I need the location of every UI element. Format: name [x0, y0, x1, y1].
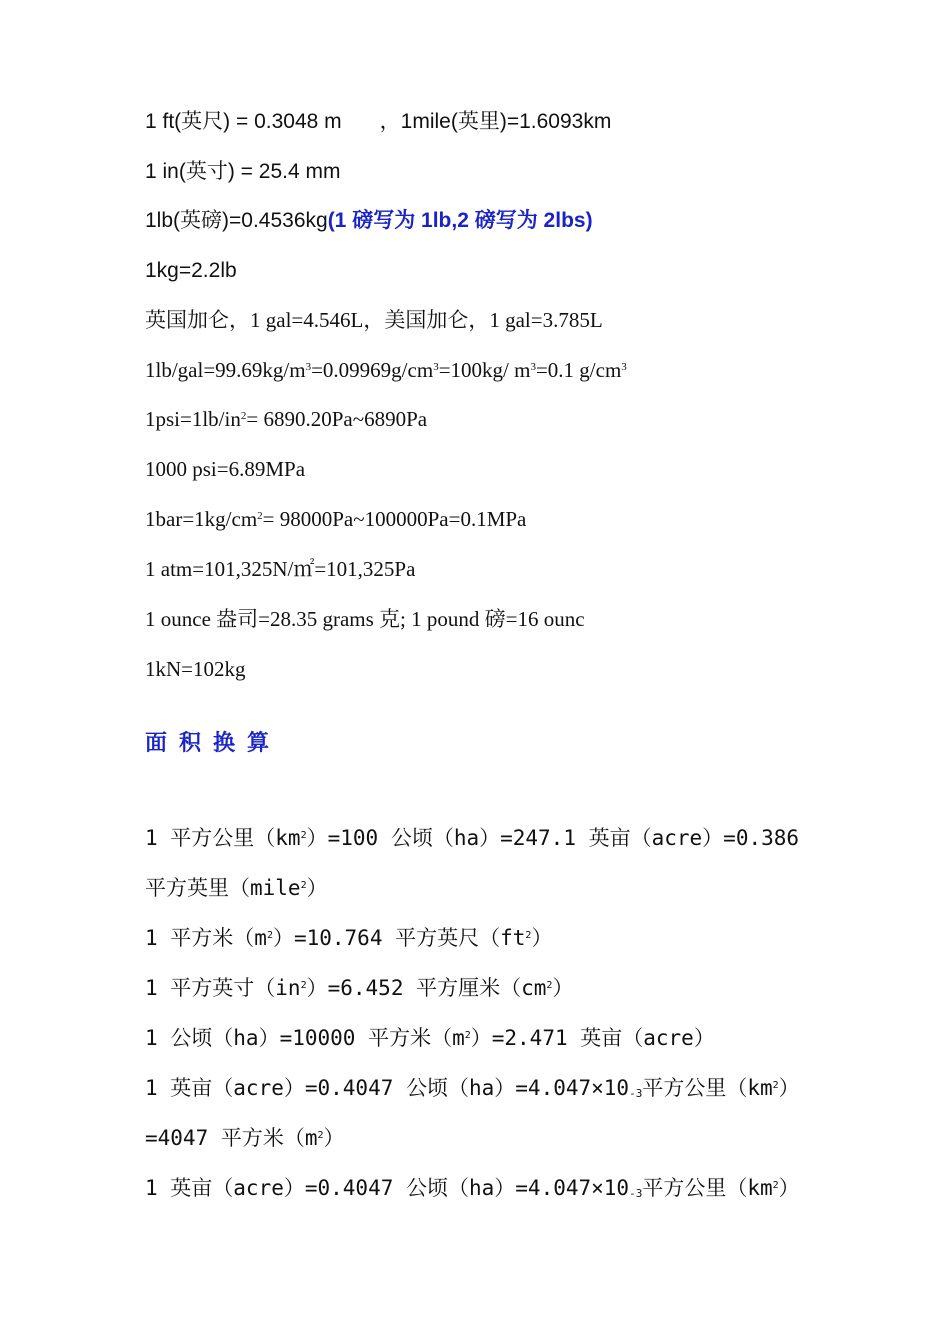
density-text: =0.1 g/cm — [535, 358, 622, 382]
conversion-line-atm — [145, 559, 415, 580]
area-text: ）=6.452 平方厘米（cm — [306, 976, 547, 1000]
area-text: 1 平方英寸（in — [145, 976, 301, 1000]
subscript: -3 — [629, 1087, 643, 1100]
area-text: =4047 平方米（m — [145, 1126, 318, 1150]
superscript: 2 — [546, 980, 553, 991]
subscript: -3 — [629, 1187, 643, 1200]
conversion-line-ft-mile — [145, 111, 611, 132]
bar-text: 1bar=1kg/cm — [145, 507, 258, 531]
mile-conversion: ，1mile(英里)=1.6093km — [379, 110, 612, 133]
superscript: 3 — [621, 361, 627, 373]
area-text: 平方公里（km — [642, 1176, 773, 1200]
conversion-line-1000psi — [145, 459, 305, 480]
density-text: =0.09969g/cm — [311, 358, 434, 382]
1000psi-conversion: 1000 psi=6.89MPa — [145, 457, 306, 481]
area-text: 平方英里（mile — [145, 876, 301, 900]
gallon-conversion: 英国加仑，1 gal=4.546L，美国加仑，1 gal=3.785L — [145, 308, 603, 332]
superscript: 2 — [300, 980, 307, 991]
area-line-acre — [145, 1078, 800, 1099]
superscript: 3 — [530, 361, 536, 373]
area-text: ） — [778, 1076, 800, 1100]
conversion-line-psi — [145, 409, 427, 430]
area-line-km2 — [145, 828, 799, 849]
conversion-line-gallon — [145, 310, 603, 331]
pound-note: (1 磅写为 1lb,2 磅写为 2lbs) — [327, 209, 593, 232]
area-line-in2 — [145, 978, 573, 999]
kn-conversion: 1kN=102kg — [145, 657, 246, 681]
area-text: ）=100 公顷（ha）=247.1 英亩（acre）=0.386 — [306, 826, 800, 850]
area-text: ）=10.764 平方英尺（ft — [272, 926, 526, 950]
area-text: ） — [552, 976, 574, 1000]
inch-conversion: 1 in(英寸) = 25.4 mm — [145, 160, 341, 183]
psi-text: 1psi=1lb/in — [145, 407, 241, 431]
ft-conversion: 1 ft(英尺) = 0.3048 m — [145, 110, 342, 133]
superscript: 2 — [772, 1180, 779, 1191]
superscript: 3 — [433, 361, 439, 373]
ounce-conversion: 1 ounce 盎司=28.35 grams 克; 1 pound 磅=16 ounc — [145, 607, 585, 631]
area-line-acre-repeat — [145, 1178, 800, 1199]
superscript: 3 — [305, 361, 312, 373]
superscript: 2 — [464, 1030, 471, 1041]
area-text: ）=2.471 英亩（acre） — [470, 1026, 715, 1050]
area-line-ha — [145, 1028, 715, 1049]
superscript: 2 — [317, 1130, 324, 1141]
area-text: ） — [323, 1126, 345, 1150]
superscript: 2 — [772, 1080, 779, 1091]
kg-conversion: 1kg=2.2lb — [145, 259, 237, 282]
superscript: 2 — [525, 930, 532, 941]
superscript: 2 — [257, 510, 263, 522]
density-text: =100kg/ m — [438, 358, 531, 382]
area-text: ） — [531, 926, 553, 950]
psi-text: = 6890.20Pa~6890Pa — [246, 407, 428, 431]
area-text: 1 公顷（ha）=10000 平方米（m — [145, 1026, 465, 1050]
superscript: 2 — [300, 880, 307, 891]
conversion-line-inch — [145, 161, 340, 182]
pound-conversion: 1lb(英磅)=0.4536kg — [145, 209, 328, 232]
area-text: 1 平方米（m — [145, 926, 267, 950]
conversion-line-bar — [145, 509, 526, 530]
area-text: ） — [778, 1176, 800, 1200]
atm-conversion: 1 atm=101,325N/㎡=101,325Pa — [145, 557, 416, 581]
area-text: ） — [306, 876, 328, 900]
superscript: 2 — [240, 410, 247, 422]
conversion-line-kn — [145, 659, 246, 680]
conversion-line-pound — [145, 210, 593, 231]
area-text: 平方公里（km — [642, 1076, 773, 1100]
area-line-m2 — [145, 928, 552, 949]
conversion-line-ounce — [145, 609, 585, 630]
area-line-acre-m2 — [145, 1128, 345, 1149]
superscript: 2 — [266, 930, 273, 941]
area-text: 1 英亩（acre）=0.4047 公顷（ha）=4.047×10 — [145, 1076, 630, 1100]
section-heading-area: 面积换算 — [145, 731, 282, 756]
superscript: 2 — [300, 830, 307, 841]
area-text: 1 平方公里（km — [145, 826, 301, 850]
density-text: 1lb/gal=99.69kg/m — [145, 358, 306, 382]
area-line-mile2 — [145, 878, 328, 899]
conversion-line-density — [145, 360, 627, 381]
conversion-line-kg — [145, 260, 237, 281]
bar-text: = 98000Pa~100000Pa=0.1MPa — [262, 507, 527, 531]
area-text: 1 英亩（acre）=0.4047 公顷（ha）=4.047×10 — [145, 1176, 630, 1200]
